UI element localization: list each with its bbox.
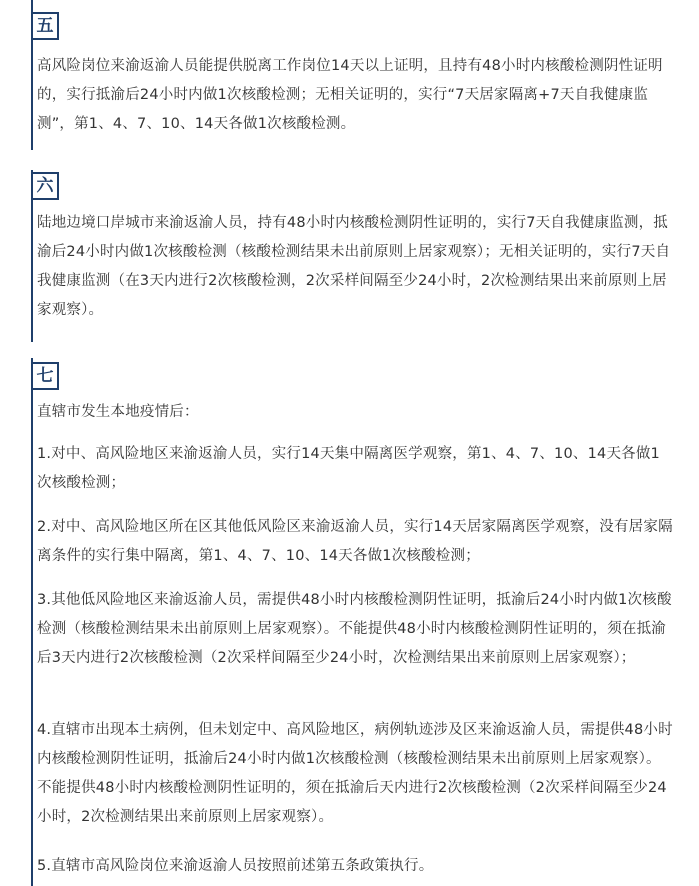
section-7-item-1: 1.对中、高风险地区来渝返渝人员，实行14天集中隔离医学观察，第1、4、7、10、14天各做1次核酸检测； bbox=[37, 446, 660, 491]
section-7-rule bbox=[31, 358, 33, 886]
section-7-number: 七 bbox=[36, 366, 54, 386]
section-7-item-3: 3.其他低风险地区来渝返渝人员，需提供48小时内核酸检测阴性证明，抵渝后24小时内做1次核酸检测（核酸检测结果未出前原则上居家观察）。不能提供48小时内核酸检测阴性证明的，须在抵渝后3天内进行2次核酸检测（2次采样间隔至少24小时，次检测结果出来前原则上居家观察）； bbox=[37, 592, 672, 666]
section-5-number-badge bbox=[31, 12, 59, 40]
section-6 bbox=[31, 170, 671, 342]
section-7-item-2: 2.对中、高风险地区所在区其他低风险区来渝返渝人员，实行14天居家隔离医学观察，没有居家隔离条件的实行集中隔离，第1、4、7、10、14天各做1次核酸检测； bbox=[37, 519, 673, 564]
section-5-number: 五 bbox=[36, 16, 54, 36]
section-7-intro: 直辖市发生本地疫情后： bbox=[37, 404, 199, 420]
section-7-item-5: 5.直辖市高风险岗位来渝返渝人员按照前述第五条政策执行。 bbox=[37, 858, 434, 874]
section-7 bbox=[31, 358, 671, 886]
section-5 bbox=[31, 0, 671, 150]
section-5-paragraph-1: 高风险岗位来渝返渝人员能提供脱离工作岗位14天以上证明，且持有48小时内核酸检测阴性证明的，实行抵渝后24小时内做1次核酸检测；无相关证明的，实行“7天居家隔离+7天自我健康监测”，第1、4、7、10、14天各做1次核酸检测。 bbox=[37, 58, 663, 132]
section-6-number-badge bbox=[31, 172, 59, 200]
section-7-item-4: 4.直辖市出现本土病例，但未划定中、高风险地区，病例轨迹涉及区来渝返渝人员，需提供48小时内核酸检测阴性证明，抵渝后24小时内做1次核酸检测（核酸检测结果未出前原则上居家观察）。不能提供48小时内核酸检测阴性证明的，须在抵渝后天内进行2次核酸检测（2次采样间隔至少24小时，2次检测结果出来前原则上居家观察）。 bbox=[37, 722, 673, 825]
section-7-number-badge bbox=[31, 362, 59, 390]
section-6-paragraph-1: 陆地边境口岸城市来渝返渝人员，持有48小时内核酸检测阴性证明的，实行7天自我健康监测，抵渝后24小时内做1次核酸检测（核酸检测结果未出前原则上居家观察）；无相关证明的，实行7天自我健康监测（在3天内进行2次核酸检测，2次采样间隔至少24小时，2次检测结果出来前原则上居家观察）。 bbox=[37, 215, 671, 318]
section-6-number: 六 bbox=[36, 176, 54, 196]
